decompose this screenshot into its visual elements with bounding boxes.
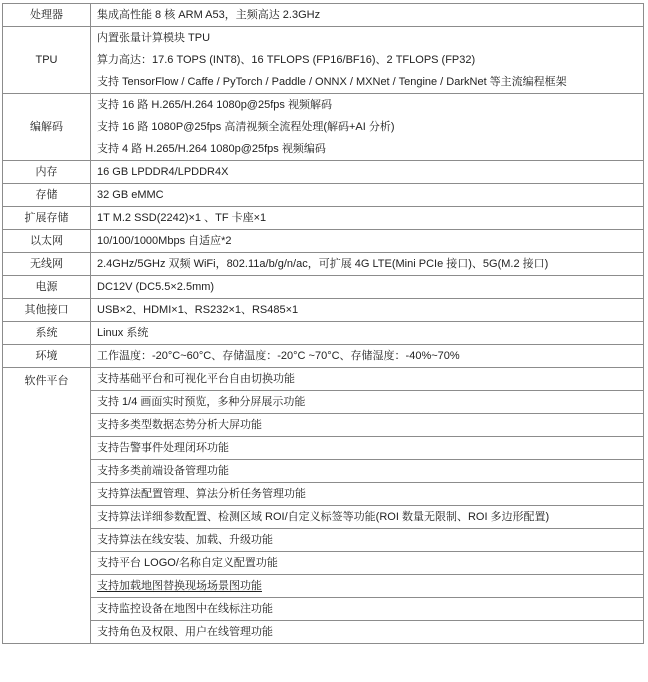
label-interfaces: 其他接口: [3, 299, 91, 322]
value-interfaces: USB×2、HDMI×1、RS232×1、RS485×1: [91, 299, 644, 322]
value-memory: 16 GB LPDDR4/LPDDR4X: [91, 161, 644, 184]
label-wireless: 无线网: [3, 253, 91, 276]
value-software-6: 支持算法配置管理、算法分析任务管理功能: [91, 483, 644, 506]
label-power: 电源: [3, 276, 91, 299]
value-ext-storage: 1T M.2 SSD(2242)×1 、TF 卡座×1: [91, 207, 644, 230]
row-software: [3, 437, 644, 460]
spec-table: [2, 3, 644, 644]
value-ethernet: 10/100/1000Mbps 自适应*2: [91, 230, 644, 253]
label-cpu: 处理器: [3, 4, 91, 27]
row-software: [3, 529, 644, 552]
value-software-11: 支持监控设备在地图中在线标注功能: [91, 598, 644, 621]
label-ethernet: 以太网: [3, 230, 91, 253]
label-environment: 环境: [3, 345, 91, 368]
row-codec: [3, 116, 644, 138]
value-software-2: 支持 1/4 画面实时预览，多种分屏展示功能: [91, 391, 644, 414]
row-tpu: [3, 27, 644, 50]
row-wireless: [3, 253, 644, 276]
row-software: [3, 414, 644, 437]
label-ext-storage: 扩展存储: [3, 207, 91, 230]
value-software-5: 支持多类前端设备管理功能: [91, 460, 644, 483]
row-software: [3, 506, 644, 529]
label-tpu: TPU: [3, 27, 91, 94]
row-codec: [3, 138, 644, 161]
value-codec-2: 支持 16 路 1080P@25fps 高清视频全流程处理(解码+AI 分析): [91, 116, 644, 138]
value-cpu: 集成高性能 8 核 ARM A53，主频高达 2.3GHz: [91, 4, 644, 27]
value-storage: 32 GB eMMC: [91, 184, 644, 207]
label-storage: 存储: [3, 184, 91, 207]
row-software: [3, 598, 644, 621]
label-codec: 编解码: [3, 94, 91, 161]
row-software: [3, 460, 644, 483]
value-software-10: 支持加载地图替换现场场景图功能: [97, 580, 262, 592]
row-power: [3, 276, 644, 299]
row-storage: [3, 184, 644, 207]
value-power: DC12V (DC5.5×2.5mm): [91, 276, 644, 299]
row-environment: [3, 345, 644, 368]
value-tpu-1: 内置张量计算模块 TPU: [91, 27, 644, 50]
value-software-9: 支持平台 LOGO/名称自定义配置功能: [91, 552, 644, 575]
value-codec-3: 支持 4 路 H.265/H.264 1080p@25fps 视频编码: [91, 138, 644, 161]
value-codec-1: 支持 16 路 H.265/H.264 1080p@25fps 视频解码: [91, 94, 644, 117]
value-software-7: 支持算法详细参数配置、检测区域 ROI/自定义标签等功能(ROI 数量无限制、ROI 多边形配置): [91, 506, 644, 529]
label-memory: 内存: [3, 161, 91, 184]
value-tpu-2: 算力高达：17.6 TOPS (INT8)、16 TFLOPS (FP16/BF16)、2 TFLOPS (FP32): [91, 49, 644, 71]
value-wireless: 2.4GHz/5GHz 双频 WiFi，802.11a/b/g/n/ac，可扩展 4G LTE(Mini PCIe 接口)、5G(M.2 接口): [91, 253, 644, 276]
label-software: 软件平台: [3, 368, 91, 644]
label-system: 系统: [3, 322, 91, 345]
row-software: [3, 391, 644, 414]
value-software-3: 支持多类型数据态势分析大屏功能: [91, 414, 644, 437]
row-software: [3, 621, 644, 644]
row-memory: [3, 161, 644, 184]
row-software: [3, 575, 644, 598]
value-system: Linux 系统: [91, 322, 644, 345]
row-ethernet: [3, 230, 644, 253]
row-codec: [3, 94, 644, 117]
row-interfaces: [3, 299, 644, 322]
row-software: [3, 368, 644, 391]
value-software-8: 支持算法在线安装、加载、升级功能: [91, 529, 644, 552]
row-tpu: [3, 49, 644, 71]
row-cpu: [3, 4, 644, 27]
row-ext-storage: [3, 207, 644, 230]
value-tpu-3: 支持 TensorFlow / Caffe / PyTorch / Paddle / ONNX / MXNet / Tengine / DarkNet 等主流编程框架: [91, 71, 644, 94]
row-tpu: [3, 71, 644, 94]
row-software: [3, 552, 644, 575]
value-software-4: 支持告警事件处理闭环功能: [91, 437, 644, 460]
value-environment: 工作温度：-20°C~60°C、存储温度：-20°C ~70°C、存储湿度：-40%~70%: [91, 345, 644, 368]
row-software: [3, 483, 644, 506]
value-software-12: 支持角色及权限、用户在线管理功能: [91, 621, 644, 644]
value-software-1: 支持基础平台和可视化平台自由切换功能: [91, 368, 644, 391]
row-system: [3, 322, 644, 345]
